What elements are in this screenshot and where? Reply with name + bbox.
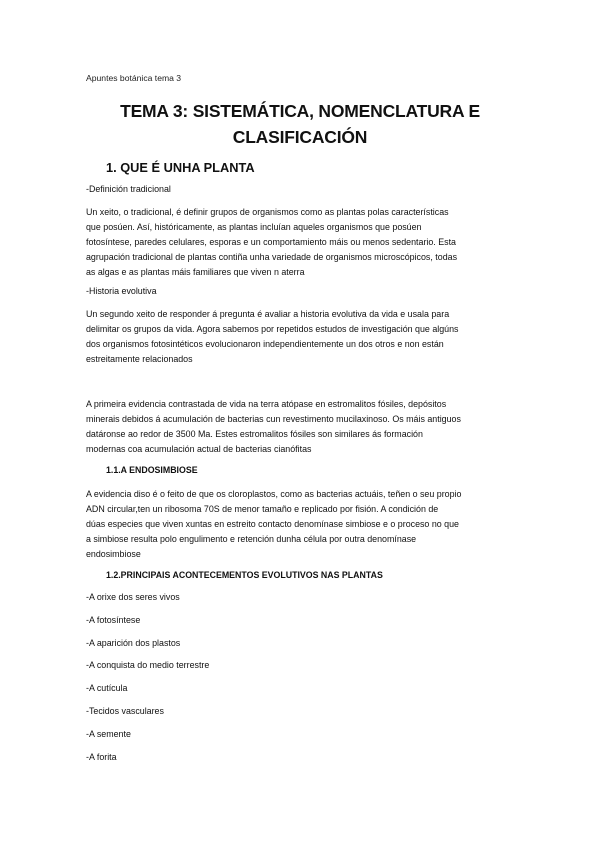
subheading-evolutionary-history: -Historia evolutiva — [86, 286, 157, 296]
paragraph-line: A evidencia diso é o feito de que os cloroplastos, como as bacterias actuáis, teñen o seu propio — [86, 489, 462, 499]
paragraph-line: agrupación tradicional de plantas contiña unha variedade de organismos microscópicos, todas — [86, 252, 458, 262]
paragraph-line: endosimbiose — [86, 549, 141, 559]
paragraph-line: modernas coa acumulación actual de bacterias cianófitas — [86, 444, 312, 454]
paragraph-line: delimitar os grupos da vida. Agora sabemos por repetidos estudos de investigación que algúns — [86, 324, 459, 334]
paragraph-line: que posúen. Así, históricamente, as plantas incluían aqueles organismos que posúen — [86, 222, 422, 232]
list-item: -A fotosíntese — [86, 614, 141, 625]
list-item: -A aparición dos plastos — [86, 637, 181, 648]
paragraph-line: Un segundo xeito de responder á pregunta é avaliar a historia evolutiva da vida e usala para — [86, 309, 450, 319]
paragraph-line: dos organismos fotosintéticos evolucionaron independientemente un dos otros e non están — [86, 339, 444, 349]
paragraph-line: ADN circular,ten un ribosoma 70S de menor tamaño e replicado por fisión. A condición de — [86, 504, 439, 514]
page-title — [60, 98, 540, 150]
paragraph-first-evidence — [86, 397, 518, 457]
paragraph-line: a simbiose resulta polo engulimento e retención dunha célula por outra denomínase — [86, 534, 417, 544]
list-item: -A semente — [86, 728, 131, 739]
section-heading-1: 1. QUE É UNHA PLANTA — [106, 160, 255, 175]
list-item: -Tecidos vasculares — [86, 705, 164, 716]
title-line-1: TEMA 3: SISTEMÁTICA, NOMENCLATURA E — [120, 101, 480, 121]
paragraph-line: estreitamente relacionados — [86, 354, 193, 364]
paragraph-evolutionary-history — [86, 307, 518, 367]
title-line-2: CLASIFICACIÓN — [232, 127, 368, 147]
subheading-traditional-definition: -Definición tradicional — [86, 184, 171, 194]
list-item: -A orixe dos seres vivos — [86, 592, 180, 602]
list-item: -A forita — [86, 751, 117, 762]
paragraph-endosymbiosis — [86, 487, 518, 562]
paragraph-line: minerais debidos á acumulación de bacterias cun revestimento mucilaxinoso. Os máis antiguos — [86, 414, 461, 424]
paragraph-line: datáronse ao redor de 3500 Ma. Estes estromalitos fósiles son similares ás formación — [86, 429, 423, 439]
paragraph-line: A primeira evidencia contrastada de vida na terra atópase en estromalitos fósiles, depósitos — [86, 399, 447, 409]
list-item: -A cutícula — [86, 683, 128, 694]
list-item: -A conquista do medio terrestre — [86, 660, 210, 671]
paragraph-traditional-definition — [86, 205, 518, 280]
header-note: Apuntes botánica tema 3 — [86, 73, 182, 83]
paragraph-line: dúas especies que viven xuntas en estreito contacto denomínase simbiose e o proceso no que — [86, 519, 459, 529]
paragraph-line: Un xeito, o tradicional, é definir grupos de organismos como as plantas polas características — [86, 207, 449, 217]
section-heading-1-1: 1.1.A ENDOSIMBIOSE — [106, 465, 198, 475]
evolutionary-events-list — [86, 590, 209, 772]
paragraph-line: as algas e as plantas máis familiares que viven n aterra — [86, 267, 305, 277]
section-heading-1-2: 1.2.PRINCIPAIS ACONTECEMENTOS EVOLUTIVOS NAS PLANTAS — [106, 570, 383, 580]
paragraph-line: fotosíntese, paredes celulares, esporas e un comportamiento máis ou menos sedentario. Esta — [86, 237, 456, 247]
